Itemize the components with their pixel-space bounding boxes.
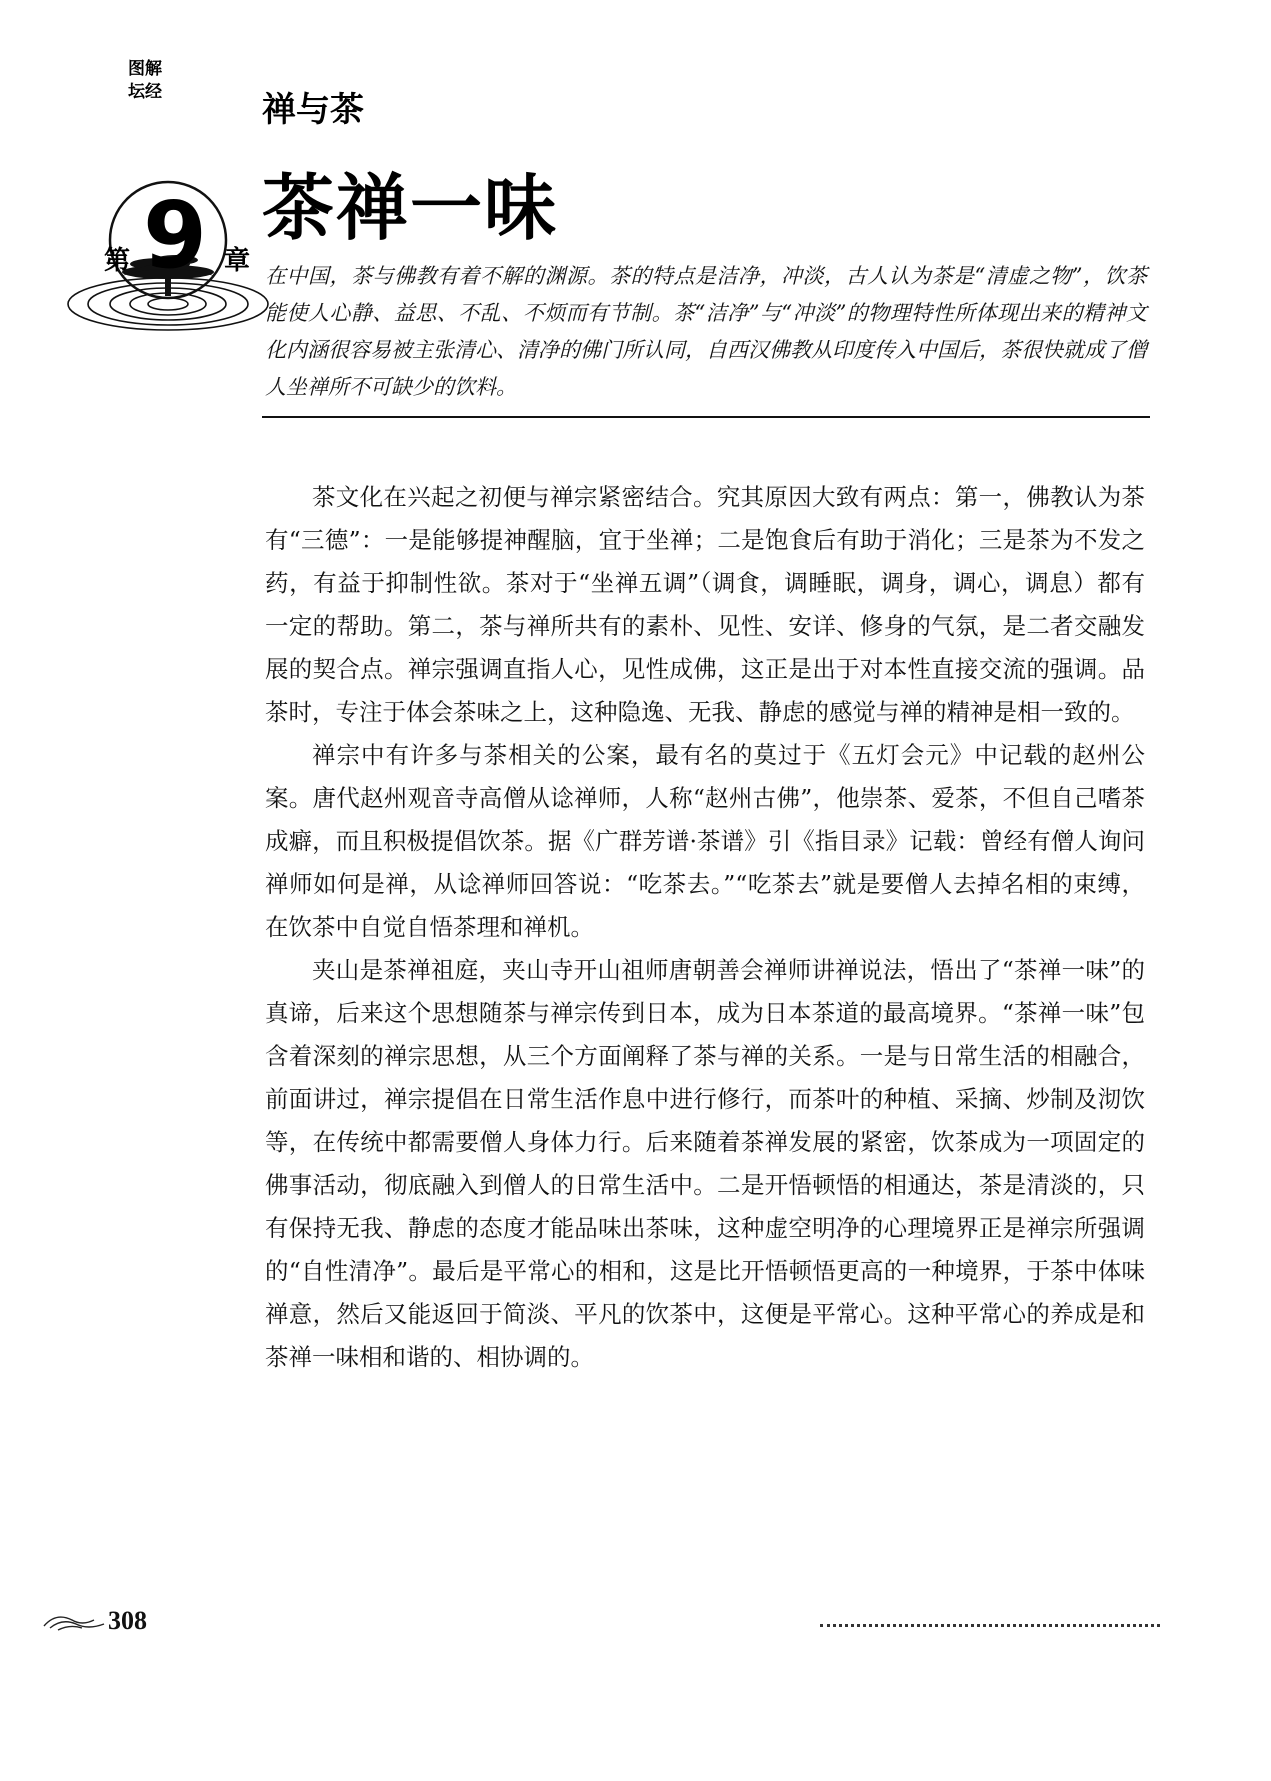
section-subtitle: 禅与茶 xyxy=(262,90,364,130)
body-text xyxy=(265,476,1145,1379)
page-number: 308 xyxy=(108,1606,147,1635)
body-paragraph-2: 禅宗中有许多与茶相关的公案，最有名的莫过于《五灯会元》中记载的赵州公案。唐代赵州观音寺高僧从谂禅师，人称“赵州古佛”，他崇茶、爱茶，不但自己嗜茶成癖，而且积极提倡饮茶。据《广群芳谱·茶谱》引《指目录》记载：曾经有僧人询问禅师如何是禅，从谂禅师回答说：“吃茶去。”“吃茶去”就是要僧人去掉名相的束缚，在饮茶中自觉自悟茶理和禅机。 xyxy=(265,741,1145,941)
body-paragraph-3: 夹山是茶禅祖庭，夹山寺开山祖师唐朝善会禅师讲禅说法，悟出了“茶禅一味”的真谛，后来这个思想随茶与禅宗传到日本，成为日本茶道的最高境界。“茶禅一味”包含着深刻的禅宗思想，从三个方面阐释了茶与禅的关系。一是与日常生活的相融合，前面讲过，禅宗提倡在日常生活作息中进行修行，而茶叶的种植、采摘、炒制及沏饮等，在传统中都需要僧人身体力行。后来随着茶禅发展的紧密，饮茶成为一项固定的佛事活动，彻底融入到僧人的日常生活中。二是开悟顿悟的相通达，茶是清淡的，只有保持无我、静虑的态度才能品味出茶味，这种虚空明净的心理境界正是禅宗所强调的“自性清净”。最后是平常心的相和，这是比开悟顿悟更高的一种境界，于茶中体味禅意，然后又能返回于简淡、平凡的饮茶中，这便是平常心。这种平常心的养成是和茶禅一味相和谐的、相协调的。 xyxy=(265,956,1145,1371)
body-paragraph-1: 茶文化在兴起之初便与禅宗紧密结合。究其原因大致有两点：第一，佛教认为茶有“三德”：一是能够提神醒脑，宜于坐禅；二是饱食后有助于消化；三是茶为不发之药，有益于抑制性欲。茶对于“坐禅五调”（调食，调睡眠，调身，调心，调息）都有一定的帮助。第二，茶与禅所共有的素朴、见性、安详、修身的气氛，是二者交融发展的契合点。禅宗强调直指人心，见性成佛，这正是出于对本性直接交流的强调。品茶时，专注于体会茶味之上，这种隐逸、无我、静虑的感觉与禅的精神是相一致的。 xyxy=(265,483,1145,726)
page-ornament-icon xyxy=(42,1608,108,1634)
chapter-prefix: 第 xyxy=(104,246,131,276)
chapter-number: 9 xyxy=(142,182,207,289)
section-divider xyxy=(262,416,1150,418)
book-title: 图解坛经 xyxy=(128,59,162,102)
chapter-badge xyxy=(62,180,272,360)
section-title: 茶禅一味 xyxy=(262,166,559,250)
intro-paragraph: 在中国，茶与佛教有着不解的渊源。茶的特点是洁净，冲淡，古人认为茶是“清虚之物”，饮茶能使人心静、益思、不乱、不烦而有节制。茶“洁净”与“冲淡”的物理特性所体现出来的精神文化内涵很容易被主张清心、清净的佛门所认同，自西汉佛教从印度传入中国后，茶很快就成了僧人坐禅所不可缺少的饮料。 xyxy=(265,264,1147,399)
footer-rule xyxy=(820,1624,1160,1627)
chapter-suffix: 章 xyxy=(224,246,251,276)
